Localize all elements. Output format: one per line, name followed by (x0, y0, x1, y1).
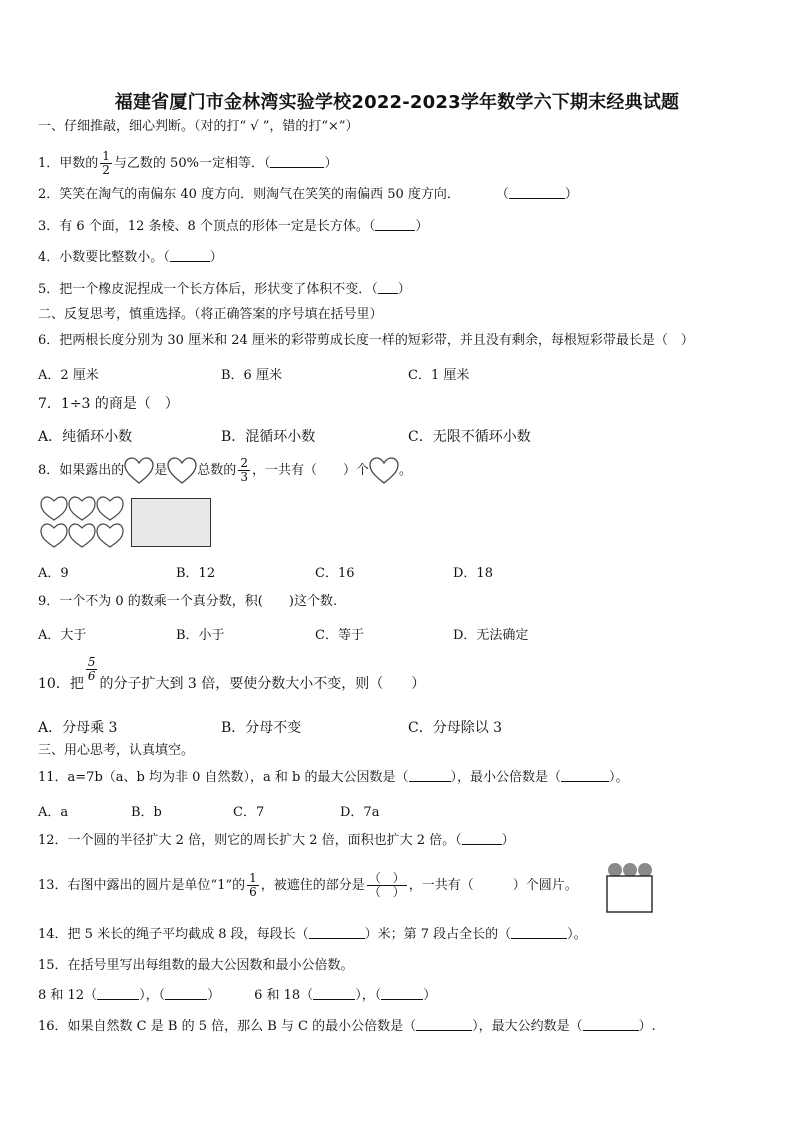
q10-option-c[interactable]: C．分母除以 3 (408, 720, 503, 736)
answer-blank[interactable] (561, 769, 609, 782)
section-3-heading: 三、用心思考，认真填空。 (38, 743, 195, 758)
question-1: 1．甲数的 $\frac{1}{2}$ 与乙数的 50%一定相等．（ ） (38, 149, 338, 177)
q7-option-b[interactable]: B．混循环小数 (221, 429, 316, 445)
section-1-heading: 一、仔细推敲，细心判断。（对的打“ √ ”，错的打“×”） (38, 119, 359, 134)
hearts-figure (40, 496, 126, 548)
question-2: 2．笑笑在淘气的南偏东 40 度方向．则淘气在笑笑的南偏西 50 度方向． （ ） (38, 187, 578, 202)
question-5: 5．把一个橡皮泥捏成一个长方体后，形状变了体积不变．（ ） (38, 282, 411, 297)
q6-option-c[interactable]: C．1 厘米 (408, 368, 470, 383)
q8-option-c[interactable]: C．16 (315, 566, 355, 581)
covered-area-box (131, 498, 211, 547)
q15-answers: 8 和 12（ ），（ ） 6 和 18（ ），（ ） (38, 988, 437, 1003)
q10-option-a[interactable]: A．分母乘 3 (38, 720, 118, 736)
q8-option-a[interactable]: A．9 (38, 566, 69, 581)
fraction-answer-blank[interactable]: $\frac{( )}{( )}$ (368, 871, 405, 899)
answer-blank[interactable] (409, 769, 451, 782)
fraction-five-sixths: $\frac{5}{6}$ (87, 655, 96, 683)
heart-icon (41, 524, 67, 547)
question-3: 3．有 6 个面，12 条棱、8 个顶点的形体一定是长方体。（ ） (38, 219, 429, 234)
q2-text: 2．笑笑在淘气的南偏东 40 度方向．则淘气在笑笑的南偏西 50 度方向． (38, 187, 460, 202)
q11-option-c[interactable]: C．7 (233, 805, 265, 820)
q9-option-a[interactable]: A．大于 (38, 628, 87, 643)
section-2-heading: 二、反复思考，慎重选择。（将正确答案的序号填在括号里） (38, 307, 383, 322)
answer-blank[interactable] (381, 987, 423, 1000)
q4-text: 4．小数要比整数小。（ (38, 250, 170, 265)
answer-blank[interactable] (462, 832, 502, 845)
heart-icon (97, 524, 123, 547)
question-15: 15．在括号里写出每组数的最大公因数和最小公倍数。 (38, 958, 354, 973)
question-10: 10．把 $\frac{5}{6}$ 的分子扩大到 3 倍，要使分数大小不变，则（ ） (38, 655, 426, 692)
heart-icon (97, 497, 123, 520)
answer-blank[interactable] (511, 926, 567, 939)
heart-icon (369, 457, 399, 485)
q9-option-b[interactable]: B．小于 (176, 628, 225, 643)
q3-text: 3．有 6 个面，12 条棱、8 个顶点的形体一定是长方体。（ (38, 219, 376, 234)
question-13: 13．右图中露出的圆片是单位“1”的 $\frac{1}{6}$ ，被遮住的部分是 $\frac{( )}{( )}$ ，一共有（ ）个圆片。 (38, 871, 578, 899)
q11-option-d[interactable]: D．7a (340, 805, 380, 820)
q6-option-a[interactable]: A．2 厘米 (38, 368, 99, 383)
answer-blank[interactable] (170, 249, 210, 262)
question-11: 11．a=7b（a、b 均为非 0 自然数），a 和 b 的最大公因数是（ ），最小公倍数是（ ）。 (38, 770, 629, 785)
q7-option-c[interactable]: C．无限不循环小数 (408, 429, 531, 445)
q9-option-c[interactable]: C．等于 (315, 628, 364, 643)
q1-text-post: 与乙数的 50%一定相等．（ (113, 156, 271, 171)
answer-blank[interactable] (97, 987, 139, 1000)
question-7: 7．1÷3 的商是（ ） (38, 396, 179, 412)
q8-option-b[interactable]: B．12 (176, 566, 216, 581)
fraction-one-half: $\frac{1}{2}$ (102, 149, 110, 177)
heart-icon (167, 457, 197, 485)
q7-option-a[interactable]: A．纯循环小数 (38, 429, 133, 445)
question-8: 8．如果露出的 是 总数的 $\frac{2}{3}$ ，一共有（ ）个 。 (38, 456, 412, 484)
cover-box (607, 876, 652, 912)
answer-blank[interactable] (416, 1018, 472, 1031)
circle-piece-icon (638, 863, 652, 877)
answer-blank[interactable] (270, 155, 324, 168)
answer-blank[interactable] (378, 281, 398, 294)
circle-piece-icon (623, 863, 637, 877)
question-12: 12．一个圆的半径扩大 2 倍，则它的周长扩大 2 倍，面积也扩大 2 倍。（ ） (38, 833, 515, 848)
covered-circles-figure (606, 860, 654, 914)
question-16: 16．如果自然数 C 是 B 的 5 倍，那么 B 与 C 的最小公倍数是（ ），最大公约数是（ ）. (38, 1019, 656, 1034)
fraction-one-sixth: $\frac{1}{6}$ (249, 871, 257, 899)
heart-icon (69, 524, 95, 547)
circle-piece-icon (608, 863, 622, 877)
q11-option-a[interactable]: A．a (38, 805, 69, 820)
answer-blank[interactable] (375, 218, 415, 231)
q6-option-b[interactable]: B．6 厘米 (221, 368, 282, 383)
answer-blank[interactable] (509, 186, 565, 199)
question-14: 14．把 5 米长的绳子平均截成 8 段，每段长（ ）米；第 7 段占全长的（ ）。 (38, 927, 587, 942)
q9-option-d[interactable]: D．无法确定 (453, 628, 529, 643)
q1-text-pre: 1．甲数的 (38, 156, 99, 171)
q5-text: 5．把一个橡皮泥捏成一个长方体后，形状变了体积不变．（ (38, 282, 378, 297)
heart-icon (124, 457, 154, 485)
answer-blank[interactable] (309, 926, 365, 939)
q8-option-d[interactable]: D．18 (453, 566, 493, 581)
answer-blank[interactable] (313, 987, 355, 1000)
q10-option-b[interactable]: B．分母不变 (221, 720, 302, 736)
answer-blank[interactable] (165, 987, 207, 1000)
page-title: 福建省厦门市金林湾实验学校2022-2023学年数学六下期末经典试题 (114, 92, 680, 113)
answer-blank[interactable] (583, 1018, 639, 1031)
question-6: 6．把两根长度分别为 30 厘米和 24 厘米的彩带剪成长度一样的短彩带，并且没有剩余，每根短彩带最长是（ ） (38, 333, 694, 348)
fraction-two-thirds: $\frac{2}{3}$ (240, 456, 248, 484)
question-9: 9．一个不为 0 的数乘一个真分数，积( )这个数. (38, 594, 338, 609)
heart-icon (69, 497, 95, 520)
heart-icon (41, 497, 67, 520)
q11-option-b[interactable]: B．b (131, 805, 162, 820)
question-4: 4．小数要比整数小。（ ） (38, 250, 223, 265)
